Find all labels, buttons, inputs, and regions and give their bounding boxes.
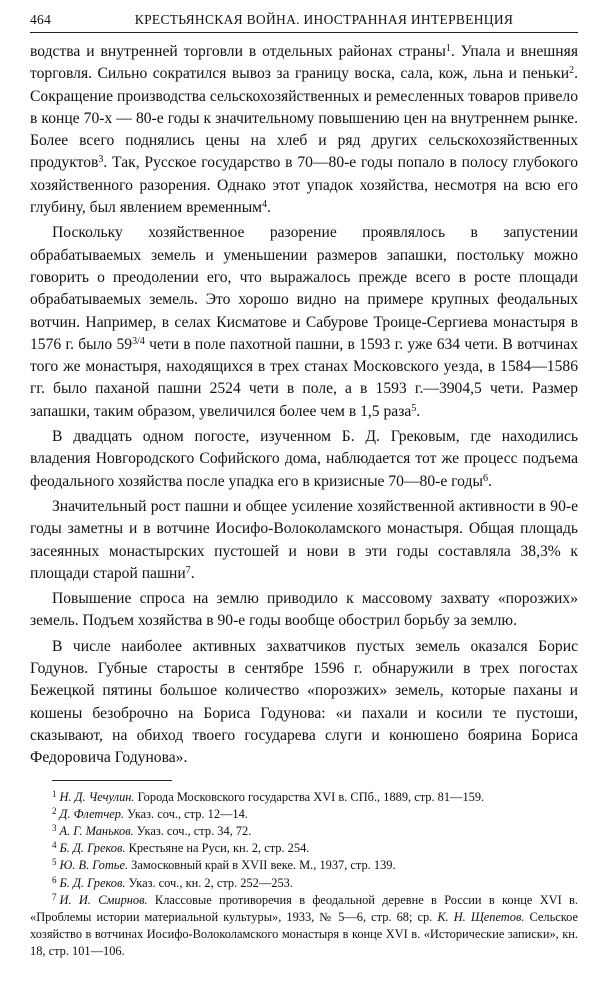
paragraph-6: В числе наиболее активных захватчиков пустых земель оказался Борис Годунов. Губные старосты в сентябре 1596 г. обнаружили в трех погостах Бежецкой пятины большое количество «порозжих» земель, которые паханы и кошены безоброчно на Бориса Годунова: «и пахали и косили те пустоши, сказывают, на обиход твоего государева слуги и конюшено боярина Бориса Федоровича Годунова». bbox=[30, 637, 578, 767]
fraction: 3/4 bbox=[132, 335, 145, 347]
footnote-6: $^6$ Б. Д. Греков. Указ. соч., кн. 2, стр. 252—253. bbox=[52, 874, 293, 890]
footnote-ref-3: 3 bbox=[98, 154, 104, 166]
footnote-5: $^5$ Ю. В. Готье. Замосковный край в XVII веке. М., 1937, стр. 139. bbox=[52, 857, 396, 873]
running-title: КРЕСТЬЯНСКАЯ ВОЙНА. ИНОСТРАННАЯ ИНТЕРВЕНЦИЯ bbox=[134, 12, 514, 27]
paragraph-4: Значительный рост пашни и общее усиление хозяйственной активности в 90-е годы заметны и в вотчине Иосифо-Волоколамского монастыря. Общая площадь засеянных монастырских пустошей и нови в эти годы составляла 38,3% к площади старой пашни$^7$. bbox=[30, 497, 578, 582]
footnote-ref-6: 6 bbox=[482, 472, 488, 484]
page-header bbox=[30, 12, 578, 33]
footnote-ref-5: 5 bbox=[411, 402, 417, 414]
paragraph-2: Поскольку хозяйственное разорение проявлялось в запустении обрабатываемых земель и уменьшении размеров запашки, постольку можно говорить о преодолении его, что выражалось прежде всего в росте площади обрабатываемых земель. Это хорошо видно на примере крупных феодальных вотчин. Например, в селах Кисматове и Сабурове Троице-Сергиева монастыря в 1576 г. было $59^{3/4}$ чети в поле пахотной пашни, в 1593 г. уже 634 чети. В вотчинах того же монастыря, находящихся в трех станах Московского уезда, в 1584—1586 гг. было паханой пашни 2524 чети в поле, а в 1593 г.—3904,5 чети. Размер запашки, таким образом, увеличился более чем в 1,5 раза$^5$. bbox=[30, 224, 578, 420]
paragraph-5: Повышение спроса на землю приводило к массовому захвату «порозжих» земель. Подъем хозяйства в 90-е годы вообще обострил борьбу за землю. bbox=[30, 590, 578, 630]
footnote-2: $^2$ Д. Флетчер. Указ. соч., стр. 12—14. bbox=[52, 805, 248, 821]
paragraph-1: водства и внутренней торговли в отдельных районах страны$^1$. Упала и внешняя торговля. Сильно сократился вывоз за границу воска, сала, кож, льна и пеньки$^2$. Сокращение производства сельскохозяйственных и ремесленных товаров привело в конце 70-х — 80-е годы к значительному повышению цен на внутреннем рынке. Более всего поднялись цены на хлеб и ряд других сельскохозяйственных продуктов$^3$. Так, Русское государство в 70—80-е годы попало в полосу глубокого хозяйственного разорения. Однако этот упадок хозяйства, несмотря на всю его глубину, был явлением временным$^4$. bbox=[30, 43, 578, 217]
footnote-ref-2: 2 bbox=[569, 65, 575, 77]
footnote-ref-7: 7 bbox=[185, 564, 191, 576]
main-text bbox=[30, 41, 578, 770]
footnote-ref-1: 1 bbox=[445, 43, 451, 54]
footnote-1: $^1$ Н. Д. Чечулин. Города Московского государства XVI в. СПб., 1889, стр. 81—159. bbox=[52, 788, 485, 804]
footnote-divider bbox=[52, 780, 172, 781]
footnotes bbox=[30, 789, 578, 961]
page-number: 464 bbox=[30, 12, 52, 27]
footnote-3: $^3$ А. Г. Маньков. Указ. соч., стр. 34, 72. bbox=[52, 822, 252, 838]
footnote-7: $^7$ И. И. Смирнов. Классовые противоречия в феодальной деревне в России в конце XVI в. «Проблемы истории материальной культуры», 1933, № 5—6, стр. 68; ср. К. Н. Щепетов. Сельское хозяйство в вотчинах Иосифо-Волоколамского монастыря в конце XVI в. «Исторические записки», кн. 18, стр. 101—106. bbox=[30, 891, 578, 959]
document-page bbox=[30, 12, 578, 961]
footnote-4: $^4$ Б. Д. Греков. Крестьяне на Руси, кн. 2, стр. 254. bbox=[52, 840, 310, 856]
footnote-ref-4: 4 bbox=[262, 199, 268, 211]
paragraph-3: В двадцать одном погосте, изученном Б. Д. Грековым, где находились владения Новгородского Софийского дома, наблюдается тот же процесс подъема феодального хозяйства после упадка его в кризисные 70—80-е годы$^6$. bbox=[30, 428, 578, 490]
